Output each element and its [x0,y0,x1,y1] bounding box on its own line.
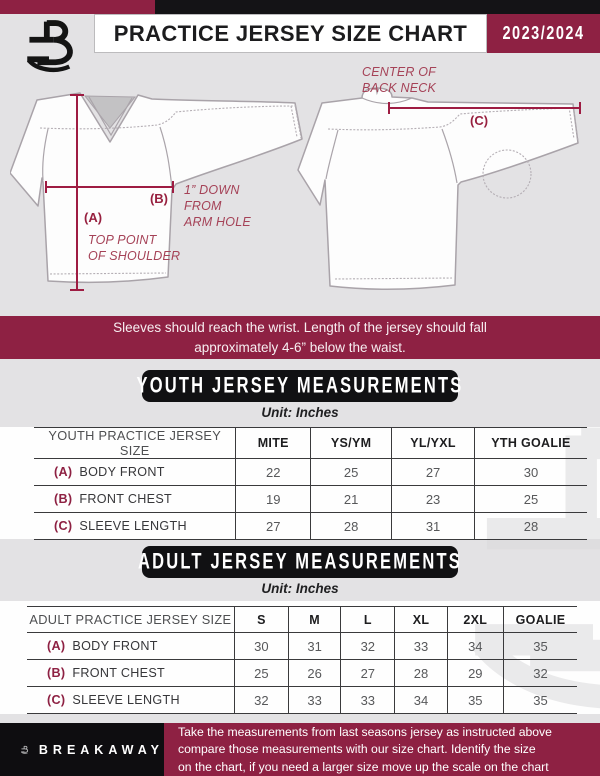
size-value: 32 [341,633,395,660]
measurement-key: (A) [54,465,73,479]
size-column-header: MITE [236,428,311,459]
size-column-header: L [341,607,395,633]
size-value: 32 [234,687,288,714]
size-column-header: M [289,607,341,633]
measurement-key: (C) [47,693,66,707]
size-value: 31 [289,633,341,660]
measure-b-key: (B) [149,191,168,206]
season-label: 2023/2024 [502,23,585,44]
size-value: 33 [395,633,447,660]
jersey-diagrams [0,60,600,318]
notice-line-1: Sleeves should reach the wrist. Length of the jersey should fall [113,320,487,335]
size-value: 22 [236,459,311,486]
size-value: 35 [504,633,577,660]
measurement-row [34,486,587,513]
table-size-label: ADULT PRACTICE JERSEY SIZE [27,607,234,633]
season-badge [487,14,600,53]
size-column-header: YL/YXL [392,428,475,459]
size-value: 30 [474,459,587,486]
arm-hole-label: 1” DOWN FROM ARM HOLE [184,183,251,229]
size-value: 34 [447,633,503,660]
adult-unit-label: Unit: Inches [261,581,339,596]
size-column-header: 2XL [447,607,503,633]
footer-note-line-3: on the chart, if you need a larger size move up the scale on the chart [178,759,549,774]
youth-header-row [34,428,587,459]
size-column-header: YS/YM [311,428,392,459]
top-bar-black-segment [155,0,600,14]
measurement-label: (A) BODY FRONT [27,633,234,660]
measurement-label: (B) FRONT CHEST [27,660,234,687]
measure-c-key: (C) [470,113,489,128]
notice-line-2: approximately 4-6” below the waist. [194,339,406,355]
size-value: 25 [474,486,587,513]
size-value: 30 [234,633,288,660]
measurement-row [34,459,587,486]
fit-notice-banner [0,316,600,359]
size-value: 25 [234,660,288,687]
size-value: 25 [311,459,392,486]
size-value: 19 [236,486,311,513]
measurement-label: (C) SLEEVE LENGTH [34,513,236,540]
youth-unit-label: Unit: Inches [261,405,339,420]
top-bar-maroon-segment [0,0,155,14]
adult-section-banner: ADULT JERSEY MEASUREMENTS [142,546,458,578]
size-value: 35 [504,687,577,714]
page-title: PRACTICE JERSEY SIZE CHART [113,20,468,46]
table-size-label: YOUTH PRACTICE JERSEY SIZE [34,428,236,459]
size-value: 23 [392,486,475,513]
size-value: 29 [447,660,503,687]
measurement-key: (C) [54,519,73,533]
measurement-lines [0,60,600,318]
measurement-label: (B) FRONT CHEST [34,486,236,513]
size-value: 32 [504,660,577,687]
center-back-neck-label: CENTER OF BACK NECK [362,65,437,95]
measurement-label: (A) BODY FRONT [34,459,236,486]
footer-note-line-1: Take the measurements from last seasons jersey as instructed above [178,725,552,740]
title-box [94,14,487,53]
top-point-shoulder-label: TOP POINT OF SHOULDER [88,233,181,263]
measurement-label: (C) SLEEVE LENGTH [27,687,234,714]
brand-name: BREAKAWAY [38,742,164,757]
adult-size-table [27,606,577,714]
measurement-row [27,633,577,660]
footer-note-line-2: compare those measurements with our size chart. Identify the size [178,742,536,757]
size-value: 21 [311,486,392,513]
size-column-header: S [234,607,288,633]
footer-instructions [164,723,600,776]
size-value: 33 [341,687,395,714]
size-value: 34 [395,687,447,714]
measurement-row [27,687,577,714]
footer-brand-box [0,723,164,776]
size-value: 35 [447,687,503,714]
size-value: 28 [474,513,587,540]
size-value: 28 [395,660,447,687]
size-column-header: GOALIE [504,607,577,633]
size-value: 27 [392,459,475,486]
youth-size-table [34,427,587,540]
measurement-key: (B) [54,492,73,506]
adult-header-row [27,607,577,633]
size-column-header: YTH GOALIE [474,428,587,459]
footer-breakaway-logo-icon [20,735,29,765]
size-value: 27 [236,513,311,540]
size-value: 26 [289,660,341,687]
measurement-key: (B) [47,666,66,680]
measurement-key: (A) [47,639,66,653]
size-value: 33 [289,687,341,714]
measure-a-key: (A) [84,210,103,225]
size-value: 31 [392,513,475,540]
size-value: 27 [341,660,395,687]
measurement-row [27,660,577,687]
size-column-header: XL [395,607,447,633]
measurement-row [34,513,587,540]
youth-section-banner: YOUTH JERSEY MEASUREMENTS [142,370,458,402]
size-value: 28 [311,513,392,540]
